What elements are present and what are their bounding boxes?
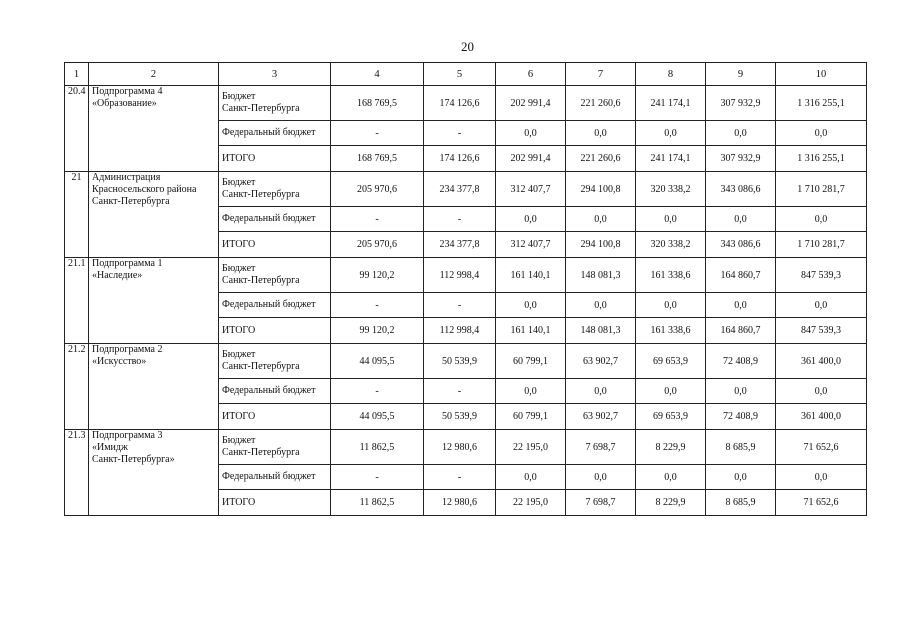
- value-cell: -: [424, 465, 496, 490]
- item-code: 21: [65, 172, 89, 258]
- funding-source: [219, 430, 331, 465]
- value-cell: 12 980,6: [424, 430, 496, 465]
- item-name-line: «Имидж: [92, 442, 128, 453]
- value-cell: 148 081,3: [566, 318, 636, 344]
- value-cell: 8 685,9: [706, 490, 776, 516]
- value-cell: 320 338,2: [636, 232, 706, 258]
- value-cell: 168 769,5: [331, 146, 424, 172]
- value-cell: 174 126,6: [424, 86, 496, 121]
- value-cell: 0,0: [496, 293, 566, 318]
- value-cell: 1 316 255,1: [776, 86, 867, 121]
- table-header: [65, 63, 867, 86]
- item-name-line: «Искусство»: [92, 356, 147, 367]
- funding-source: [219, 293, 331, 318]
- value-cell: 0,0: [776, 207, 867, 232]
- value-cell: 63 902,7: [566, 344, 636, 379]
- column-header: 10: [776, 63, 867, 86]
- funding-source: [219, 207, 331, 232]
- value-cell: 361 400,0: [776, 344, 867, 379]
- value-cell: -: [331, 121, 424, 146]
- value-cell: 72 408,9: [706, 344, 776, 379]
- value-cell: 221 260,6: [566, 86, 636, 121]
- item-name-line: Подпрограмма 4: [92, 86, 163, 97]
- funding-source: [219, 465, 331, 490]
- page-number: 20: [461, 39, 474, 54]
- value-cell: 164 860,7: [706, 258, 776, 293]
- item-name: [89, 430, 219, 516]
- value-cell: 0,0: [566, 207, 636, 232]
- value-cell: 148 081,3: [566, 258, 636, 293]
- value-cell: -: [424, 207, 496, 232]
- value-cell: 241 174,1: [636, 86, 706, 121]
- column-header: 7: [566, 63, 636, 86]
- funding-source: [219, 344, 331, 379]
- value-cell: 8 685,9: [706, 430, 776, 465]
- item-code: 21.3: [65, 430, 89, 516]
- budget-table: [64, 62, 867, 516]
- value-cell: 112 998,4: [424, 318, 496, 344]
- value-cell: 0,0: [776, 121, 867, 146]
- value-cell: 307 932,9: [706, 86, 776, 121]
- value-cell: 241 174,1: [636, 146, 706, 172]
- funding-source-line: Бюджет: [222, 263, 256, 274]
- value-cell: 161 338,6: [636, 258, 706, 293]
- item-name-line: «Образование»: [92, 98, 157, 109]
- budget-row: [65, 344, 867, 379]
- value-cell: 0,0: [496, 121, 566, 146]
- value-cell: 60 799,1: [496, 404, 566, 430]
- funding-source: [219, 404, 331, 430]
- item-name-line: Санкт-Петербурга: [92, 196, 170, 207]
- value-cell: 0,0: [636, 207, 706, 232]
- value-cell: 361 400,0: [776, 404, 867, 430]
- value-cell: 112 998,4: [424, 258, 496, 293]
- column-header: 6: [496, 63, 566, 86]
- value-cell: 320 338,2: [636, 172, 706, 207]
- funding-source-line: Бюджет: [222, 435, 256, 446]
- column-header: 9: [706, 63, 776, 86]
- value-cell: 7 698,7: [566, 430, 636, 465]
- value-cell: 174 126,6: [424, 146, 496, 172]
- value-cell: 60 799,1: [496, 344, 566, 379]
- item-name: [89, 344, 219, 430]
- value-cell: 0,0: [496, 465, 566, 490]
- value-cell: 8 229,9: [636, 490, 706, 516]
- value-cell: 12 980,6: [424, 490, 496, 516]
- value-cell: 0,0: [566, 465, 636, 490]
- value-cell: 72 408,9: [706, 404, 776, 430]
- item-code: 20.4: [65, 86, 89, 172]
- funding-source-line: ИТОГО: [222, 238, 256, 250]
- funding-source-line: Бюджет: [222, 177, 256, 188]
- value-cell: 0,0: [776, 465, 867, 490]
- value-cell: 0,0: [706, 379, 776, 404]
- value-cell: 0,0: [776, 293, 867, 318]
- value-cell: 847 539,3: [776, 318, 867, 344]
- value-cell: 202 991,4: [496, 146, 566, 172]
- column-header: 3: [219, 63, 331, 86]
- funding-source-line: Бюджет: [222, 349, 256, 360]
- funding-source: [219, 146, 331, 172]
- value-cell: 71 652,6: [776, 430, 867, 465]
- funding-source: [219, 86, 331, 121]
- value-cell: 22 195,0: [496, 430, 566, 465]
- value-cell: 312 407,7: [496, 172, 566, 207]
- funding-source: [219, 490, 331, 516]
- value-cell: 0,0: [566, 379, 636, 404]
- value-cell: 1 710 281,7: [776, 172, 867, 207]
- value-cell: 50 539,9: [424, 404, 496, 430]
- funding-source: [219, 232, 331, 258]
- funding-source-line: Бюджет: [222, 91, 256, 102]
- funding-source-line: Санкт-Петербурга: [222, 275, 300, 286]
- column-header: 2: [89, 63, 219, 86]
- budget-row: [65, 430, 867, 465]
- funding-source-line: Санкт-Петербурга: [222, 189, 300, 200]
- value-cell: 99 120,2: [331, 318, 424, 344]
- item-name: [89, 86, 219, 172]
- funding-source-line: ИТОГО: [222, 152, 256, 164]
- value-cell: 7 698,7: [566, 490, 636, 516]
- value-cell: 0,0: [566, 121, 636, 146]
- value-cell: -: [331, 465, 424, 490]
- value-cell: -: [424, 121, 496, 146]
- item-name-line: Подпрограмма 3: [92, 430, 163, 441]
- funding-source-line: Санкт-Петербурга: [222, 361, 300, 372]
- item-name: [89, 172, 219, 258]
- value-cell: 343 086,6: [706, 232, 776, 258]
- value-cell: 0,0: [496, 379, 566, 404]
- item-name-line: Подпрограмма 1: [92, 258, 163, 269]
- value-cell: 71 652,6: [776, 490, 867, 516]
- value-cell: 234 377,8: [424, 232, 496, 258]
- value-cell: -: [331, 379, 424, 404]
- value-cell: 69 653,9: [636, 344, 706, 379]
- value-cell: 847 539,3: [776, 258, 867, 293]
- table-body: [65, 86, 867, 516]
- value-cell: 294 100,8: [566, 172, 636, 207]
- value-cell: 205 970,6: [331, 172, 424, 207]
- funding-source-line: Федеральный бюджет: [222, 299, 316, 310]
- value-cell: 234 377,8: [424, 172, 496, 207]
- value-cell: 205 970,6: [331, 232, 424, 258]
- funding-source: [219, 379, 331, 404]
- item-name-line: Администрация: [92, 172, 161, 183]
- item-name-line: Красносельского района: [92, 184, 197, 195]
- value-cell: 44 095,5: [331, 404, 424, 430]
- value-cell: 99 120,2: [331, 258, 424, 293]
- value-cell: 343 086,6: [706, 172, 776, 207]
- item-name-line: «Наследие»: [92, 270, 143, 281]
- value-cell: 0,0: [706, 207, 776, 232]
- value-cell: 63 902,7: [566, 404, 636, 430]
- value-cell: -: [424, 379, 496, 404]
- value-cell: 312 407,7: [496, 232, 566, 258]
- funding-source: [219, 121, 331, 146]
- value-cell: 161 338,6: [636, 318, 706, 344]
- value-cell: 0,0: [566, 293, 636, 318]
- funding-source: [219, 172, 331, 207]
- item-name-line: Санкт-Петербурга»: [92, 454, 175, 465]
- value-cell: 0,0: [636, 121, 706, 146]
- value-cell: 161 140,1: [496, 258, 566, 293]
- funding-source-line: ИТОГО: [222, 410, 256, 422]
- funding-source-line: Санкт-Петербурга: [222, 447, 300, 458]
- value-cell: 0,0: [706, 293, 776, 318]
- budget-row: [65, 258, 867, 293]
- value-cell: 0,0: [706, 121, 776, 146]
- funding-source-line: Федеральный бюджет: [222, 213, 316, 224]
- item-code: 21.2: [65, 344, 89, 430]
- value-cell: 202 991,4: [496, 86, 566, 121]
- column-header: 8: [636, 63, 706, 86]
- value-cell: -: [331, 293, 424, 318]
- item-code: 21.1: [65, 258, 89, 344]
- value-cell: -: [424, 293, 496, 318]
- funding-source: [219, 258, 331, 293]
- value-cell: 11 862,5: [331, 430, 424, 465]
- budget-row: [65, 172, 867, 207]
- value-cell: 0,0: [706, 465, 776, 490]
- value-cell: 0,0: [636, 465, 706, 490]
- value-cell: 8 229,9: [636, 430, 706, 465]
- value-cell: 0,0: [636, 293, 706, 318]
- value-cell: 1 710 281,7: [776, 232, 867, 258]
- value-cell: 50 539,9: [424, 344, 496, 379]
- funding-source-line: ИТОГО: [222, 324, 256, 336]
- value-cell: -: [331, 207, 424, 232]
- header-row: [65, 63, 867, 86]
- value-cell: 0,0: [776, 379, 867, 404]
- column-header: 4: [331, 63, 424, 86]
- value-cell: 44 095,5: [331, 344, 424, 379]
- value-cell: 294 100,8: [566, 232, 636, 258]
- value-cell: 221 260,6: [566, 146, 636, 172]
- value-cell: 0,0: [496, 207, 566, 232]
- value-cell: 1 316 255,1: [776, 146, 867, 172]
- funding-source: [219, 318, 331, 344]
- funding-source-line: Федеральный бюджет: [222, 127, 316, 138]
- item-name-line: Подпрограмма 2: [92, 344, 163, 355]
- funding-source-line: Санкт-Петербурга: [222, 103, 300, 114]
- value-cell: 69 653,9: [636, 404, 706, 430]
- item-name: [89, 258, 219, 344]
- value-cell: 307 932,9: [706, 146, 776, 172]
- value-cell: 0,0: [636, 379, 706, 404]
- value-cell: 161 140,1: [496, 318, 566, 344]
- value-cell: 11 862,5: [331, 490, 424, 516]
- funding-source-line: ИТОГО: [222, 496, 256, 508]
- value-cell: 22 195,0: [496, 490, 566, 516]
- value-cell: 164 860,7: [706, 318, 776, 344]
- column-header: 1: [65, 63, 89, 86]
- column-header: 5: [424, 63, 496, 86]
- budget-row: [65, 86, 867, 121]
- funding-source-line: Федеральный бюджет: [222, 471, 316, 482]
- value-cell: 168 769,5: [331, 86, 424, 121]
- funding-source-line: Федеральный бюджет: [222, 385, 316, 396]
